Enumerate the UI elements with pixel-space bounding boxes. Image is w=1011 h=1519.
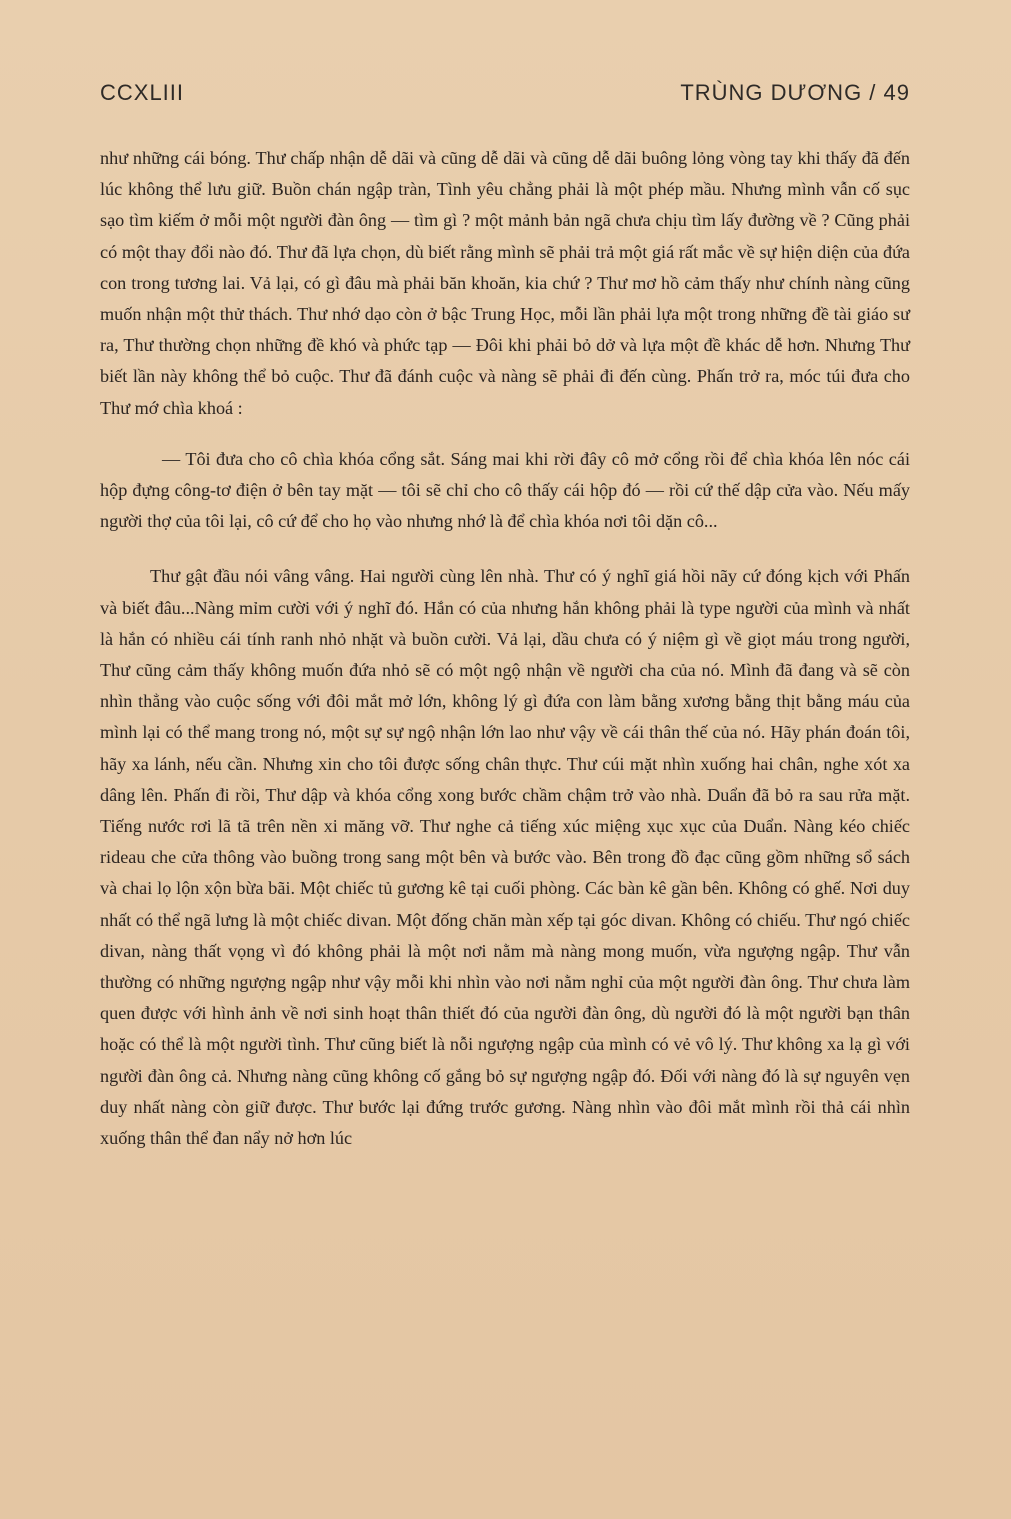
- chapter-number: CCXLIII: [100, 80, 185, 105]
- paragraph-narrative: Thư gật đầu nói vâng vâng. Hai người cùng lên nhà. Thư có ý nghĩ giá hồi nãy cứ đóng kịch với Phấn và biết đâu...Nàng mỉm cười với ý nghĩ đó. Hắn có của nhưng hắn không phải là type người của mình và nhất là hắn có nhiều cái tính ranh nhỏ nhặt và buồn cười. Vả lại, dầu chưa có ý niệm gì về giọt máu trong người, Thư cũng cảm thấy không muốn đứa nhỏ sẽ có một ngộ nhận về người cha của nó. Mình đã đang và sẽ còn nhìn thẳng vào cuộc sống với đôi mắt mở lớn, không lý gì đứa con làm bằng xương bằng thịt bằng máu của mình lại có thể mang trong nó, một sự sự ngộ nhận lớn lao như vậy về cái thân thế của nó. Hãy phán đoán tôi, hãy xa lánh, nếu cần. Nhưng xin cho tôi được sống chân thực. Thư cúi mặt nhìn xuống hai chân, nghe xót xa dâng lên. Phấn đi rồi, Thư dập và khóa cổng xong bước chầm chậm trở vào nhà. Duẩn đã bỏ ra sau rửa mặt. Tiếng nước rơi lã tã trên nền xi măng vỡ. Thư nghe cả tiếng xúc miệng xục xục của Duẩn. Nàng kéo chiếc rideau che cửa thông vào buồng trong sang một bên và bước vào. Bên trong đồ đạc cũng gồm những sổ sách và chai lọ lộn xộn bừa bãi. Một chiếc tủ gương kê tại cuối phòng. Các bàn kê gần bên. Không có ghế. Nơi duy nhất có thể ngã lưng là một chiếc divan. Một đống chăn màn xếp tại góc divan. Không có chiếu. Thư ngó chiếc divan, nàng thất vọng vì đó không phải là một nơi nằm mà nàng mong muốn, vừa ngượng ngập. Thư vẫn thường có những ngượng ngập như vậy mỗi khi nhìn vào nơi nằm nghỉ của một người đàn ông. Thư chưa làm quen được với hình ảnh về nơi sinh hoạt thân thiết đó của người đàn ông, dù người đó là một người bạn thân hoặc có thể là một người tình. Thư cũng biết là nỗi ngượng ngập của mình có vẻ vô lý. Thư không xa lạ gì với người đàn ông cả. Nhưng nàng cũng không cố gắng bỏ sự ngượng ngập đó. Đối với nàng đó là sự nguyên vẹn duy nhất nàng còn giữ được. Thư bước lại đứng trước gương. Nàng nhìn vào đôi mắt mình rồi thả cái nhìn xuống thân thể đan nẩy nở hơn lúc: [100, 566, 910, 1149]
- page-header: [100, 80, 910, 112]
- running-title: TRÙNG DƯƠNG / 49: [680, 80, 910, 105]
- paragraph-dialogue: — Tôi đưa cho cô chìa khóa cổng sắt. Sáng mai khi rời đây cô mở cổng rồi để chìa khóa lên nóc cái hộp đựng công-tơ điện ở bên tay mặt — tôi sẽ chỉ cho cô thấy cái hộp đó — rồi cứ thế dập cửa vào. Nếu mấy người thợ của tôi lại, cô cứ để cho họ vào nhưng nhớ là để chìa khóa nơi tôi dặn cô...: [100, 448, 910, 532]
- paragraph-continuation: như những cái bóng. Thư chấp nhận dễ dãi và cũng dễ dãi và cũng dễ dãi buông lỏng vòng tay khi thấy đã đến lúc không thể lưu giữ. Buồn chán ngập tràn, Tình yêu chẳng phải là một phép mầu. Nhưng mình vẫn cố sục sạo tìm kiếm ở mỗi một người đàn ông — tìm gì ? một mảnh bản ngã chưa chịu tìm lấy đường về ? Cũng phải có một thay đổi nào đó. Thư đã lựa chọn, dù biết rằng mình sẽ phải trả một giá rất mắc về sự hiện diện của đứa con trong tương lai. Vả lại, có gì đâu mà phải băn khoăn, kia chứ ? Thư mơ hồ cảm thấy như chính nàng cũng muốn nhận một thử thách. Thư nhớ dạo còn ở bậc Trung Học, mỗi lần phải lựa một trong những đề tài giáo sư ra, Thư thường chọn những đề khó và phức tạp — Đôi khi phải bỏ dở và lựa một đề khác dễ hơn. Nhưng Thư biết lần này không thể bỏ cuộc. Thư đã đánh cuộc và nàng sẽ phải đi đến cùng. Phấn trở ra, móc túi đưa cho Thư mớ chìa khoá :: [100, 148, 910, 418]
- page-body: [100, 143, 910, 1154]
